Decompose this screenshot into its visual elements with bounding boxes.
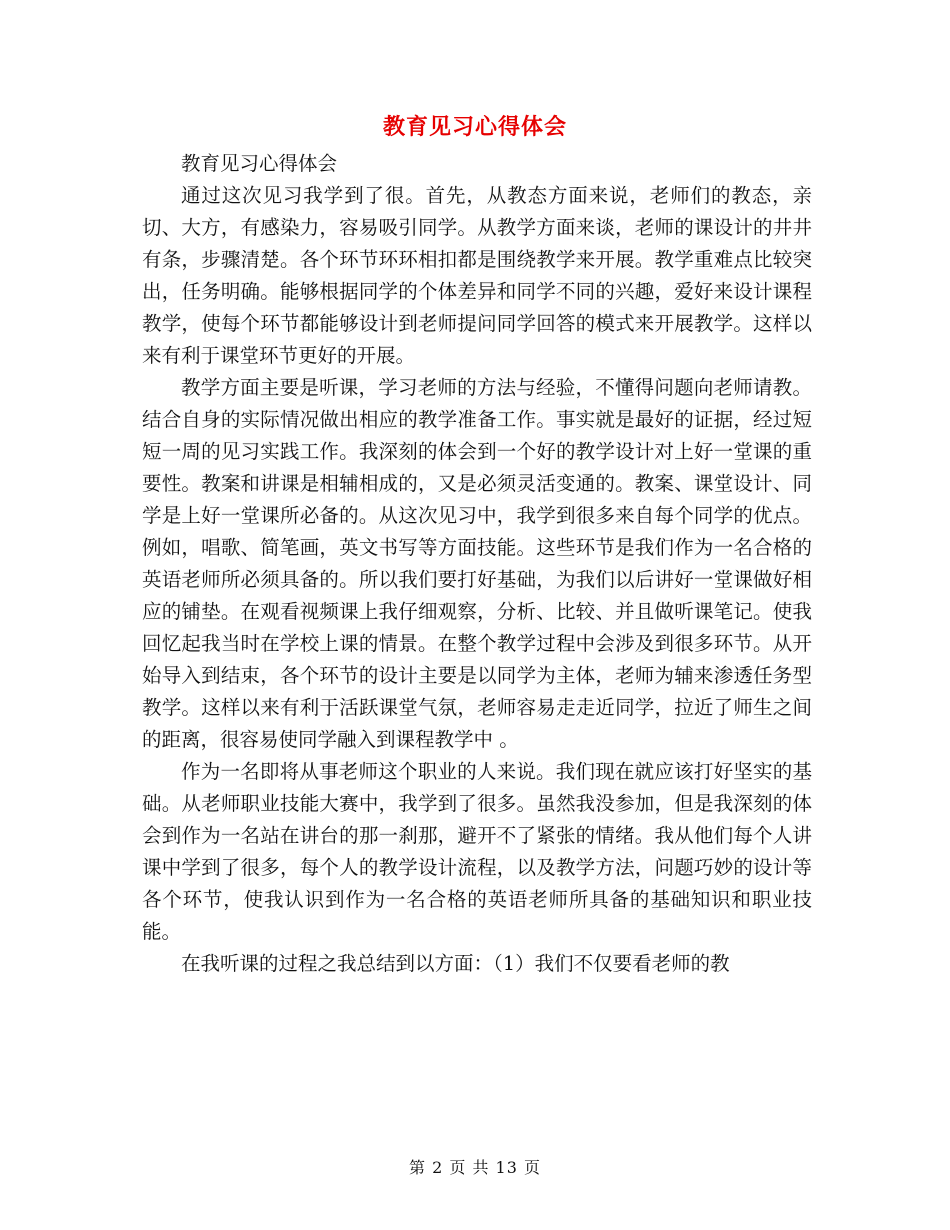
page-footer: 第 2 页 共 13 页 <box>409 1158 541 1177</box>
document-title: 教育见习心得体会 <box>382 114 567 140</box>
paragraph: 作为一名即将从事老师这个职业的人来说。我们现在就应该打好坚实的基础。从老师职业技能大赛中，我学到了很多。虽然我没参加，但是我深刻的体会到作为一名站在讲台的那一刹那，避开不了紧张的情绪。我从他们每个人讲课中学到了很多，每个人的教学设计流程，以及教学方法，问题巧妙的设计等各个环节，使我认识到作为一名合格的英语老师所具备的基础知识和职业技能。 <box>142 760 812 943</box>
paragraph-subtitle: 教育见习心得体会 <box>181 152 338 175</box>
paragraph: 教学方面主要是听课，学习老师的方法与经验，不懂得问题向老师请教。结合自身的实际情况做出相应的教学准备工作。事实就是最好的证据，经过短短一周的见习实践工作。我深刻的体会到一个好的教学设计对上好一堂课的重要性。教案和讲课是相辅相成的，又是必须灵活变通的。教案、课堂设计、同学是上好一堂课所必备的。从这次见习中，我学到很多来自每个同学的优点。例如，唱歌、简笔画，英文书写等方面技能。这些环节是我们作为一名合格的英语老师所必须具备的。所以我们要打好基础，为我们以后讲好一堂课做好相应的铺垫。在观看视频课上我仔细观察，分析、比较、并且做听课笔记。使我回忆起我当时在学校上课的情景。在整个教学过程中会涉及到很多环节。从开始导入到结束，各个环节的设计主要是以同学为主体，老师为辅来渗透任务型教学。这样以来有利于活跃课堂气氛，老师容易走走近同学，拉近了师生之间的距离，很容易使同学融入到课程教学中 。 <box>142 376 812 751</box>
paragraph: 在我听课的过程之我总结到以方面：（1）我们不仅要看老师的教 <box>181 952 730 975</box>
paragraph: 通过这次见习我学到了很。首先，从教态方面来说，老师们的教态，亲切、大方，有感染力，容易吸引同学。从教学方面来谈，老师的课设计的井井有条，步骤清楚。各个环节环环相扣都是围绕教学来开展。教学重难点比较突出，任务明确。能够根据同学的个体差异和同学不同的兴趣，爱好来设计课程教学，使每个环节都能够设计到老师提问同学回答的模式来开展教学。这样以来有利于课堂环节更好的开展。 <box>142 184 812 367</box>
document-body <box>142 148 812 980</box>
